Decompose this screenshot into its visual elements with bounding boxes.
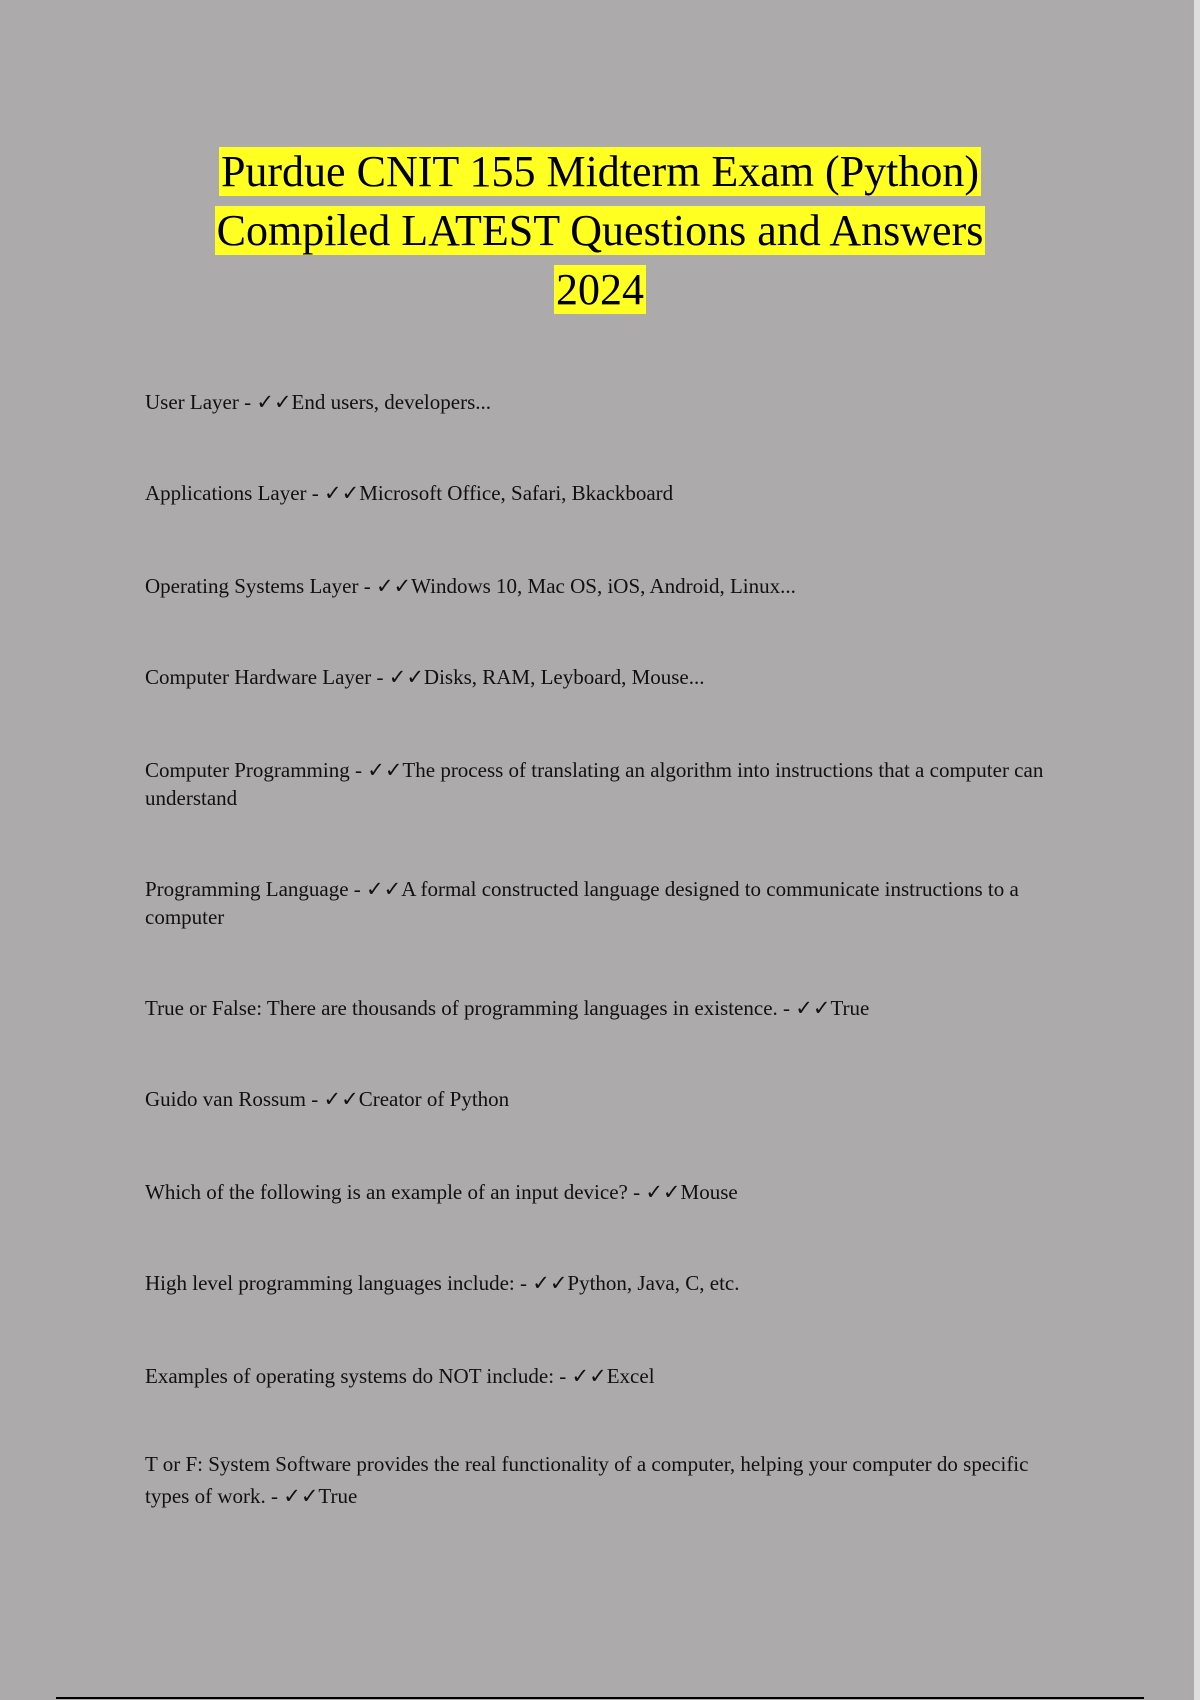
qa-item-guido-van-rossum: Guido van Rossum - ✓✓Creator of Python xyxy=(145,1087,510,1111)
qa-item-high-level-languages: High level programming languages include: - ✓✓Python, Java, C, etc. xyxy=(145,1271,740,1295)
qa-item-thousands-languages: True or False: There are thousands of programming languages in existence. - ✓✓True xyxy=(145,996,870,1020)
qa-item-applications-layer: Applications Layer - ✓✓Microsoft Office, Safari, Bkackboard xyxy=(145,481,674,505)
document-title xyxy=(0,142,1200,319)
qa-item-operating-systems-layer: Operating Systems Layer - ✓✓Windows 10, Mac OS, iOS, Android, Linux... xyxy=(145,574,796,598)
bottom-rule xyxy=(56,1697,1144,1699)
title-line-3: 2024 xyxy=(556,265,644,314)
title-line-2: Compiled LATEST Questions and Answers xyxy=(216,206,984,255)
qa-item-computer-programming: Computer Programming - ✓✓The process of translating an algorithm into instructions that a computer can understand xyxy=(145,758,1044,810)
qa-item-operating-systems-not: Examples of operating systems do NOT include: - ✓✓Excel xyxy=(145,1364,655,1388)
qa-item-programming-language: Programming Language - ✓✓A formal constructed language designed to communicate instructions to a computer xyxy=(145,877,1019,929)
qa-item-system-software: T or F: System Software provides the real functionality of a computer, helping your computer do specific types of work. - ✓✓True xyxy=(145,1452,1029,1508)
qa-item-user-layer: User Layer - ✓✓End users, developers... xyxy=(145,390,491,414)
qa-item-input-device: Which of the following is an example of an input device? - ✓✓Mouse xyxy=(145,1180,738,1204)
title-line-1: Purdue CNIT 155 Midterm Exam (Python) xyxy=(220,147,980,196)
qa-item-hardware-layer: Computer Hardware Layer - ✓✓Disks, RAM, Leyboard, Mouse... xyxy=(145,665,705,689)
